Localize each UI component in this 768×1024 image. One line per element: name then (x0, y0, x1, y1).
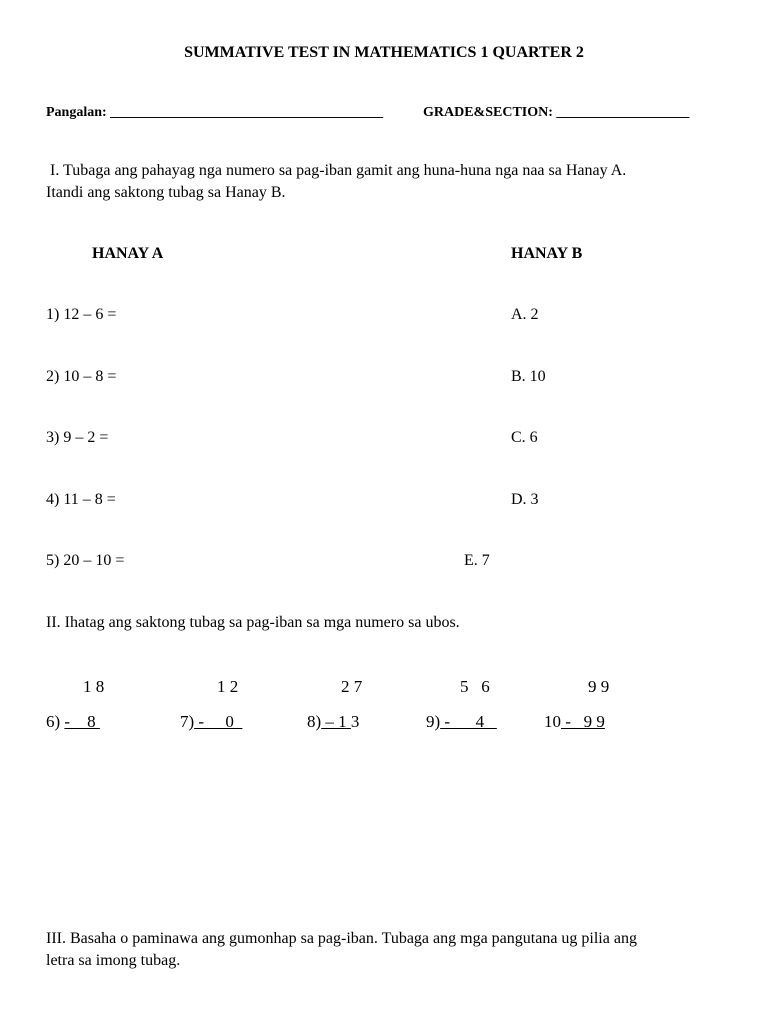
problem-label: 6) (46, 712, 65, 731)
problem-subtrahend: - 8 (64, 712, 100, 731)
problem-label: 8) (307, 712, 322, 731)
hanay-a-heading: HANAY A (92, 245, 164, 262)
hanay-a-item: 1) 12 – 6 = (46, 306, 117, 323)
problem-8 (307, 712, 359, 732)
section3-instruction-line1: III. Basaha o paminawa ang gumonhap sa pag-iban. Tubaga ang mga pangutana ug pilia ang (46, 930, 637, 947)
hanay-b-item: B. 10 (511, 368, 546, 385)
problem-6 (46, 712, 100, 732)
hanay-b-item: E. 7 (464, 552, 490, 569)
section3-instruction-line2: letra sa imong tubag. (46, 952, 181, 969)
name-field-label: Pangalan: _______________________________________ (46, 105, 384, 120)
problem-top-number: 1 2 (217, 677, 239, 696)
grade-section-field-label: GRADE&SECTION: ___________________ (423, 105, 690, 120)
hanay-b-item: A. 2 (511, 306, 539, 323)
problem-label: 7) (180, 712, 195, 731)
problem-subtrahend: - 9 9 (561, 712, 605, 731)
problem-10 (544, 712, 605, 732)
problem-subtrahend: - 4 (440, 712, 497, 731)
problem-top-number: 9 9 (588, 677, 610, 696)
problem-subtrahend: - 0 (194, 712, 243, 731)
section1-instruction-line1: I. Tubaga ang pahayag nga numero sa pag-iban gamit ang huna-huna nga naa sa Hanay A. (46, 162, 627, 179)
problem-label: 9) (426, 712, 441, 731)
problem-top-number: 1 8 (83, 677, 105, 696)
problem-9 (426, 712, 497, 732)
problem-subtrahend: – 1 (321, 712, 351, 731)
section1-instruction-line2: Itandi ang saktong tubag sa Hanay B. (46, 184, 286, 201)
hanay-a-item: 5) 20 – 10 = (46, 552, 125, 569)
problem-7 (180, 712, 242, 732)
section2-instruction: II. Ihatag ang saktong tubag sa pag-iban sa mga numero sa ubos. (46, 614, 460, 631)
problem-top-number: 5 6 (460, 677, 490, 696)
hanay-a-item: 3) 9 – 2 = (46, 429, 109, 446)
hanay-b-item: D. 3 (511, 491, 539, 508)
hanay-b-item: C. 6 (511, 429, 538, 446)
hanay-b-heading: HANAY B (511, 245, 583, 262)
hanay-a-item: 4) 11 – 8 = (46, 491, 116, 508)
page-title: SUMMATIVE TEST IN MATHEMATICS 1 QUARTER 2 (184, 44, 584, 61)
hanay-a-item: 2) 10 – 8 = (46, 368, 117, 385)
problem-label: 10 (544, 712, 561, 731)
problem-top-number: 2 7 (341, 677, 363, 696)
problem-tail: 3 (350, 712, 360, 731)
